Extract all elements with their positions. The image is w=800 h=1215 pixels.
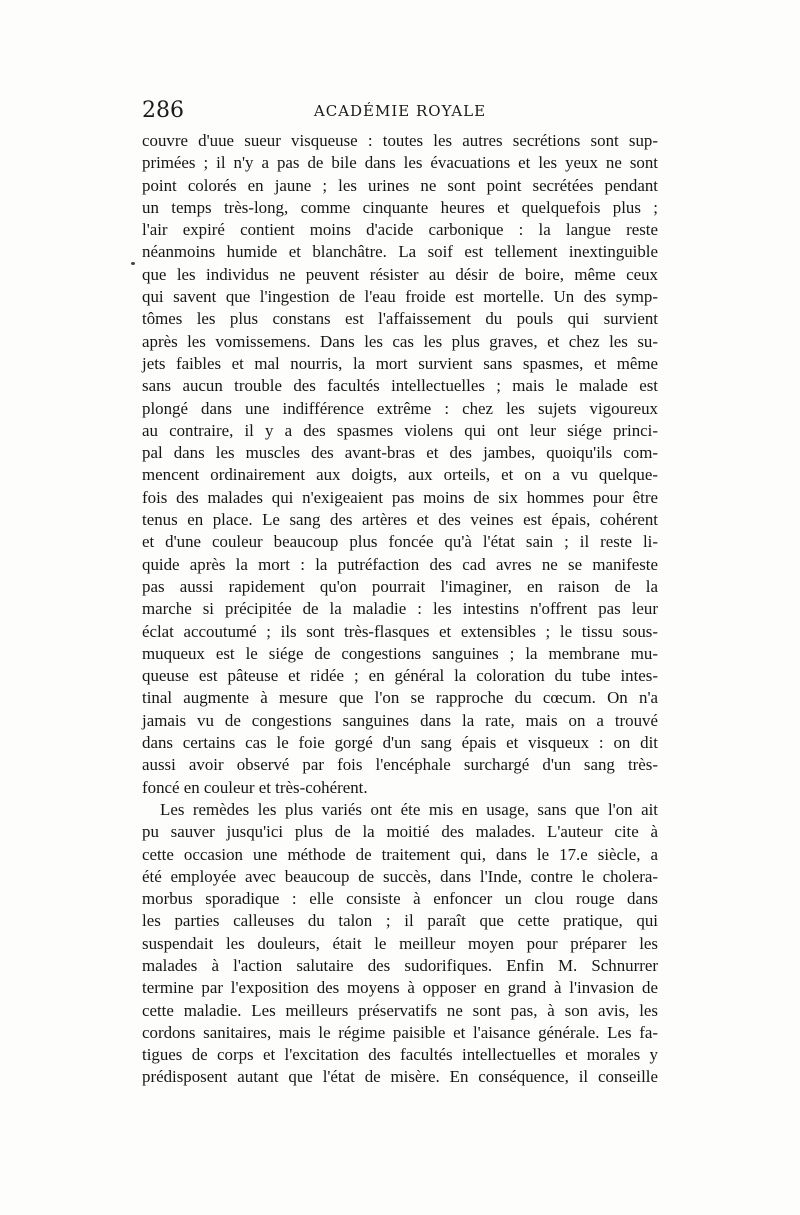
text-line: plongé dans une indifférence extrême : chez les sujets vigoureux: [142, 398, 658, 418]
text-line: morbus sporadique : elle consiste à enfoncer un clou rouge dans: [142, 889, 658, 909]
text-line: cette maladie. Les meilleurs préservatifs ne sont pas, à son avis, les: [142, 1000, 658, 1020]
text-line: dans certains cas le foie gorgé d'un sang épais et visqueux : on dit: [142, 733, 658, 753]
text-line: muqueux est le siége de congestions sanguines ; la membrane mu-: [142, 643, 658, 663]
body-text: [142, 130, 658, 1089]
text-line: tinal augmente à mesure que l'on se rapproche du cœcum. On n'a: [142, 688, 658, 708]
text-line: cordons sanitaires, mais le régime paisible et l'aisance générale. Les fa-: [142, 1022, 658, 1042]
text-line: primées ; il n'y a pas de bile dans les évacuations et les yeux ne sont: [142, 153, 658, 173]
text-line: au contraire, il y a des spasmes violens qui ont leur siége princi-: [142, 420, 658, 440]
text-line: après les vomissemens. Dans les cas les plus graves, et chez les su-: [142, 331, 658, 351]
text-line: foncé en couleur et très-cohérent.: [142, 777, 368, 797]
text-line: que les individus ne peuvent résister au désir de boire, même ceux: [142, 264, 658, 284]
text-line: l'air expiré contient moins d'acide carbonique : la langue reste: [142, 220, 658, 240]
page-header: [142, 98, 658, 128]
text-line: pu sauver jusqu'ici plus de la moitié des malades. L'auteur cite à: [142, 822, 658, 842]
text-line: tenus en place. Le sang des artères et des veines est épais, cohérent: [142, 510, 658, 530]
text-line: pal dans les muscles des avant-bras et des jambes, quoiqu'ils com-: [142, 443, 658, 463]
text-line: tigues de corps et l'excitation des facultés intellectuelles et morales y: [142, 1045, 658, 1065]
text-line: termine par l'exposition des moyens à opposer en grand à l'invasion de: [142, 978, 658, 998]
text-line: jamais vu de congestions sanguines dans la rate, mais on a trouvé: [142, 710, 658, 730]
text-line: été employée avec beaucoup de succès, dans l'Inde, contre le cholera-: [142, 866, 658, 886]
text-line: quide après la mort : la putréfaction des cad avres ne se manifeste: [142, 554, 658, 574]
margin-mark: [131, 262, 135, 265]
text-line: marche si précipitée de la maladie : les intestins n'offrent pas leur: [142, 599, 658, 619]
text-line: néanmoins humide et blanchâtre. La soif est tellement inextinguible: [142, 242, 658, 262]
text-line: mencent ordinairement aux doigts, aux orteils, et on a vu quelque-: [142, 465, 658, 485]
text-line: sans aucun trouble des facultés intellectuelles ; mais le malade est: [142, 376, 658, 396]
text-line: couvre d'uue sueur visqueuse : toutes les autres secrétions sont sup-: [142, 131, 658, 150]
text-line: et d'une couleur beaucoup plus foncée qu'à l'état sain ; il reste li-: [142, 532, 658, 552]
text-line: un temps très-long, comme cinquante heures et quelquefois plus ;: [142, 197, 658, 217]
text-line: suspendait les douleurs, était le meilleur moyen pour préparer les: [142, 933, 658, 953]
text-line: éclat accoutumé ; ils sont très-flasques et extensibles ; le tissu sous-: [142, 621, 658, 641]
page-number: 286: [142, 98, 184, 123]
text-line: cette occasion une méthode de traitement qui, dans le 17.e siècle, a: [142, 844, 658, 864]
text-line: qui savent que l'ingestion de l'eau froide est mortelle. Un des symp-: [142, 287, 658, 307]
text-line: malades à l'action salutaire des sudorifiques. Enfin M. Schnurrer: [142, 955, 658, 975]
text-line: prédisposent autant que l'état de misère. En conséquence, il conseille: [142, 1067, 658, 1087]
text-line: les parties calleuses du talon ; il paraît que cette pratique, qui: [142, 911, 658, 931]
running-title: ACADÉMIE ROYALE: [313, 102, 487, 120]
text-line: fois des malades qui n'exigeaient pas moins de six hommes pour être: [142, 487, 658, 507]
text-line: tômes les plus constans est l'affaissement du pouls qui survient: [142, 309, 658, 329]
text-line: point colorés en jaune ; les urines ne sont point secrétées pendant: [142, 175, 658, 195]
text-line: aussi avoir observé par fois l'encéphale surchargé d'un sang très-: [142, 755, 658, 775]
text-line: jets faibles et mal nourris, la mort survient sans spasmes, et même: [142, 353, 658, 373]
text-line: Les remèdes les plus variés ont éte mis en usage, sans que l'on ait: [160, 799, 658, 819]
text-line: pas aussi rapidement qu'on pourrait l'imaginer, en raison de la: [142, 576, 658, 596]
text-line: queuse est pâteuse et ridée ; en général la coloration du tube intes-: [142, 666, 658, 686]
